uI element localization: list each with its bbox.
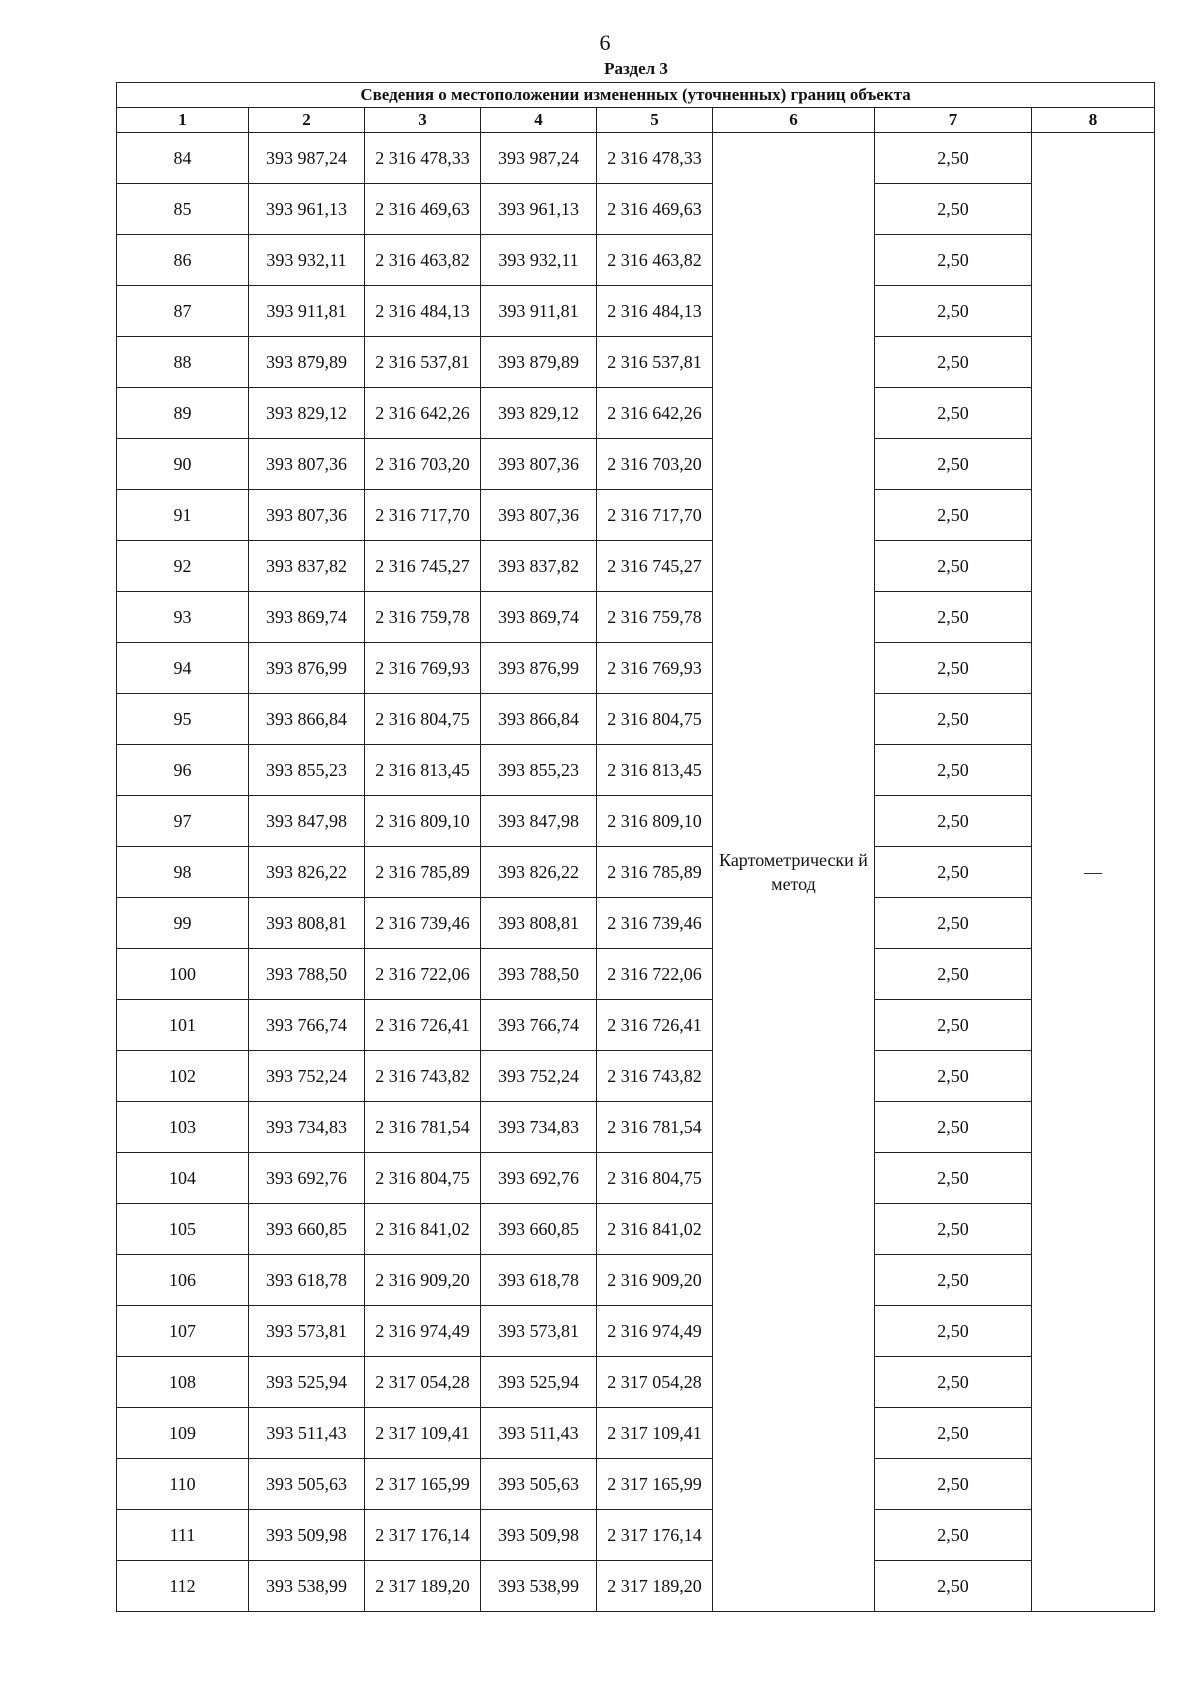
accuracy-value: 2,50	[875, 643, 1032, 694]
accuracy-value: 2,50	[875, 1357, 1032, 1408]
existing-y: 2 316 726,41	[365, 1000, 481, 1051]
point-number: 90	[117, 439, 249, 490]
accuracy-value: 2,50	[875, 1153, 1032, 1204]
existing-y: 2 316 974,49	[365, 1306, 481, 1357]
point-number: 88	[117, 337, 249, 388]
refined-y: 2 317 189,20	[597, 1561, 713, 1612]
refined-x: 393 961,13	[481, 184, 597, 235]
existing-x: 393 847,98	[249, 796, 365, 847]
existing-y: 2 317 165,99	[365, 1459, 481, 1510]
existing-x: 393 692,76	[249, 1153, 365, 1204]
existing-x: 393 837,82	[249, 541, 365, 592]
point-number: 93	[117, 592, 249, 643]
refined-x: 393 932,11	[481, 235, 597, 286]
table-row	[117, 184, 1155, 235]
refined-y: 2 316 785,89	[597, 847, 713, 898]
existing-y: 2 316 469,63	[365, 184, 481, 235]
refined-x: 393 879,89	[481, 337, 597, 388]
table-row	[117, 1510, 1155, 1561]
refined-x: 393 911,81	[481, 286, 597, 337]
table-row	[117, 439, 1155, 490]
table-row	[117, 1000, 1155, 1051]
existing-x: 393 505,63	[249, 1459, 365, 1510]
accuracy-value: 2,50	[875, 388, 1032, 439]
existing-y: 2 316 781,54	[365, 1102, 481, 1153]
refined-y: 2 316 722,06	[597, 949, 713, 1000]
existing-x: 393 855,23	[249, 745, 365, 796]
refined-x: 393 692,76	[481, 1153, 597, 1204]
table-row	[117, 643, 1155, 694]
boundary-coordinates-table	[116, 82, 1155, 1612]
refined-x: 393 538,99	[481, 1561, 597, 1612]
existing-x: 393 660,85	[249, 1204, 365, 1255]
existing-x: 393 932,11	[249, 235, 365, 286]
existing-y: 2 316 759,78	[365, 592, 481, 643]
refined-y: 2 316 478,33	[597, 133, 713, 184]
existing-x: 393 808,81	[249, 898, 365, 949]
table-row	[117, 286, 1155, 337]
point-number: 111	[117, 1510, 249, 1561]
table-row	[117, 337, 1155, 388]
existing-x: 393 911,81	[249, 286, 365, 337]
refined-y: 2 317 176,14	[597, 1510, 713, 1561]
table-row	[117, 694, 1155, 745]
refined-x: 393 826,22	[481, 847, 597, 898]
refined-x: 393 807,36	[481, 490, 597, 541]
existing-x: 393 573,81	[249, 1306, 365, 1357]
table-row	[117, 1306, 1155, 1357]
table-row	[117, 898, 1155, 949]
column-number-row	[117, 108, 1155, 133]
existing-x: 393 807,36	[249, 490, 365, 541]
accuracy-value: 2,50	[875, 1408, 1032, 1459]
refined-y: 2 316 726,41	[597, 1000, 713, 1051]
refined-y: 2 316 781,54	[597, 1102, 713, 1153]
refined-y: 2 316 804,75	[597, 694, 713, 745]
refined-y: 2 316 769,93	[597, 643, 713, 694]
table-row	[117, 1408, 1155, 1459]
accuracy-value: 2,50	[875, 1204, 1032, 1255]
refined-y: 2 316 745,27	[597, 541, 713, 592]
existing-y: 2 316 703,20	[365, 439, 481, 490]
refined-y: 2 316 909,20	[597, 1255, 713, 1306]
refined-y: 2 317 165,99	[597, 1459, 713, 1510]
point-number: 87	[117, 286, 249, 337]
table-row	[117, 490, 1155, 541]
refined-y: 2 316 809,10	[597, 796, 713, 847]
point-number: 92	[117, 541, 249, 592]
table-row	[117, 1357, 1155, 1408]
existing-x: 393 511,43	[249, 1408, 365, 1459]
table-row	[117, 1561, 1155, 1612]
refined-x: 393 829,12	[481, 388, 597, 439]
refined-y: 2 316 463,82	[597, 235, 713, 286]
refined-x: 393 847,98	[481, 796, 597, 847]
refined-x: 393 987,24	[481, 133, 597, 184]
refined-y: 2 316 974,49	[597, 1306, 713, 1357]
existing-x: 393 509,98	[249, 1510, 365, 1561]
point-number: 109	[117, 1408, 249, 1459]
refined-y: 2 316 537,81	[597, 337, 713, 388]
accuracy-value: 2,50	[875, 1306, 1032, 1357]
point-number: 101	[117, 1000, 249, 1051]
refined-y: 2 316 739,46	[597, 898, 713, 949]
accuracy-value: 2,50	[875, 541, 1032, 592]
point-number: 103	[117, 1102, 249, 1153]
existing-y: 2 316 478,33	[365, 133, 481, 184]
point-number: 112	[117, 1561, 249, 1612]
existing-y: 2 316 809,10	[365, 796, 481, 847]
existing-y: 2 316 745,27	[365, 541, 481, 592]
accuracy-value: 2,50	[875, 1510, 1032, 1561]
refined-x: 393 660,85	[481, 1204, 597, 1255]
table-row	[117, 1153, 1155, 1204]
refined-y: 2 317 109,41	[597, 1408, 713, 1459]
refined-y: 2 316 804,75	[597, 1153, 713, 1204]
point-number: 95	[117, 694, 249, 745]
refined-y: 2 316 759,78	[597, 592, 713, 643]
table-row	[117, 235, 1155, 286]
refined-y: 2 316 469,63	[597, 184, 713, 235]
accuracy-value: 2,50	[875, 745, 1032, 796]
existing-y: 2 316 739,46	[365, 898, 481, 949]
table-row	[117, 592, 1155, 643]
accuracy-value: 2,50	[875, 490, 1032, 541]
table-row	[117, 133, 1155, 184]
accuracy-value: 2,50	[875, 796, 1032, 847]
existing-y: 2 316 537,81	[365, 337, 481, 388]
existing-y: 2 316 722,06	[365, 949, 481, 1000]
point-number: 104	[117, 1153, 249, 1204]
existing-x: 393 807,36	[249, 439, 365, 490]
accuracy-value: 2,50	[875, 694, 1032, 745]
refined-x: 393 766,74	[481, 1000, 597, 1051]
existing-y: 2 316 769,93	[365, 643, 481, 694]
refined-x: 393 876,99	[481, 643, 597, 694]
existing-x: 393 961,13	[249, 184, 365, 235]
refined-y: 2 316 484,13	[597, 286, 713, 337]
table-row	[117, 1255, 1155, 1306]
existing-y: 2 316 841,02	[365, 1204, 481, 1255]
point-number: 108	[117, 1357, 249, 1408]
column-number: 3	[365, 108, 481, 133]
point-number: 106	[117, 1255, 249, 1306]
existing-y: 2 317 176,14	[365, 1510, 481, 1561]
refined-y: 2 316 743,82	[597, 1051, 713, 1102]
refined-y: 2 316 717,70	[597, 490, 713, 541]
existing-x: 393 618,78	[249, 1255, 365, 1306]
existing-y: 2 317 054,28	[365, 1357, 481, 1408]
existing-x: 393 829,12	[249, 388, 365, 439]
existing-x: 393 879,89	[249, 337, 365, 388]
existing-y: 2 316 484,13	[365, 286, 481, 337]
refined-x: 393 808,81	[481, 898, 597, 949]
column-number: 8	[1032, 108, 1155, 133]
column-number: 1	[117, 108, 249, 133]
point-number: 110	[117, 1459, 249, 1510]
table-row	[117, 1051, 1155, 1102]
column-number: 4	[481, 108, 597, 133]
existing-y: 2 317 109,41	[365, 1408, 481, 1459]
existing-y: 2 317 189,20	[365, 1561, 481, 1612]
table-row	[117, 1102, 1155, 1153]
column-number: 5	[597, 108, 713, 133]
accuracy-value: 2,50	[875, 1255, 1032, 1306]
point-number: 99	[117, 898, 249, 949]
table-row	[117, 541, 1155, 592]
refined-x: 393 807,36	[481, 439, 597, 490]
refined-x: 393 866,84	[481, 694, 597, 745]
table-body	[117, 133, 1155, 1612]
table-row	[117, 388, 1155, 439]
table-row	[117, 949, 1155, 1000]
existing-y: 2 316 743,82	[365, 1051, 481, 1102]
existing-x: 393 525,94	[249, 1357, 365, 1408]
accuracy-value: 2,50	[875, 1561, 1032, 1612]
point-number: 84	[117, 133, 249, 184]
accuracy-value: 2,50	[875, 898, 1032, 949]
note-cell: —	[1032, 133, 1155, 1612]
point-number: 94	[117, 643, 249, 694]
accuracy-value: 2,50	[875, 1051, 1032, 1102]
accuracy-value: 2,50	[875, 235, 1032, 286]
point-number: 91	[117, 490, 249, 541]
existing-y: 2 316 785,89	[365, 847, 481, 898]
accuracy-value: 2,50	[875, 439, 1032, 490]
table-row	[117, 796, 1155, 847]
refined-x: 393 618,78	[481, 1255, 597, 1306]
table-row	[117, 1204, 1155, 1255]
refined-x: 393 511,43	[481, 1408, 597, 1459]
accuracy-value: 2,50	[875, 286, 1032, 337]
existing-x: 393 876,99	[249, 643, 365, 694]
existing-x: 393 752,24	[249, 1051, 365, 1102]
refined-x: 393 509,98	[481, 1510, 597, 1561]
refined-x: 393 752,24	[481, 1051, 597, 1102]
refined-x: 393 869,74	[481, 592, 597, 643]
point-number: 105	[117, 1204, 249, 1255]
method-cell: Картометрически й метод	[713, 133, 875, 1612]
table-row	[117, 1459, 1155, 1510]
existing-y: 2 316 813,45	[365, 745, 481, 796]
refined-x: 393 837,82	[481, 541, 597, 592]
existing-x: 393 987,24	[249, 133, 365, 184]
refined-y: 2 316 642,26	[597, 388, 713, 439]
column-number: 7	[875, 108, 1032, 133]
refined-x: 393 573,81	[481, 1306, 597, 1357]
section-label: Раздел 3	[604, 59, 668, 78]
table-row	[117, 847, 1155, 898]
accuracy-value: 2,50	[875, 1459, 1032, 1510]
point-number: 85	[117, 184, 249, 235]
existing-x: 393 788,50	[249, 949, 365, 1000]
existing-x: 393 826,22	[249, 847, 365, 898]
refined-x: 393 788,50	[481, 949, 597, 1000]
refined-x: 393 505,63	[481, 1459, 597, 1510]
refined-x: 393 855,23	[481, 745, 597, 796]
point-number: 97	[117, 796, 249, 847]
table-title: Сведения о местоположении измененных (уточненных) границ объекта	[117, 83, 1155, 108]
refined-y: 2 316 813,45	[597, 745, 713, 796]
point-number: 96	[117, 745, 249, 796]
accuracy-value: 2,50	[875, 847, 1032, 898]
existing-y: 2 316 804,75	[365, 694, 481, 745]
existing-x: 393 766,74	[249, 1000, 365, 1051]
refined-y: 2 317 054,28	[597, 1357, 713, 1408]
existing-x: 393 869,74	[249, 592, 365, 643]
existing-x: 393 734,83	[249, 1102, 365, 1153]
existing-y: 2 316 804,75	[365, 1153, 481, 1204]
point-number: 102	[117, 1051, 249, 1102]
accuracy-value: 2,50	[875, 184, 1032, 235]
existing-y: 2 316 717,70	[365, 490, 481, 541]
point-number: 86	[117, 235, 249, 286]
refined-x: 393 525,94	[481, 1357, 597, 1408]
point-number: 100	[117, 949, 249, 1000]
existing-x: 393 866,84	[249, 694, 365, 745]
existing-y: 2 316 909,20	[365, 1255, 481, 1306]
existing-y: 2 316 463,82	[365, 235, 481, 286]
accuracy-value: 2,50	[875, 592, 1032, 643]
refined-y: 2 316 841,02	[597, 1204, 713, 1255]
accuracy-value: 2,50	[875, 133, 1032, 184]
point-number: 98	[117, 847, 249, 898]
point-number: 89	[117, 388, 249, 439]
accuracy-value: 2,50	[875, 1000, 1032, 1051]
refined-x: 393 734,83	[481, 1102, 597, 1153]
table-row	[117, 745, 1155, 796]
existing-x: 393 538,99	[249, 1561, 365, 1612]
existing-y: 2 316 642,26	[365, 388, 481, 439]
accuracy-value: 2,50	[875, 337, 1032, 388]
accuracy-value: 2,50	[875, 1102, 1032, 1153]
column-number: 6	[713, 108, 875, 133]
column-number: 2	[249, 108, 365, 133]
point-number: 107	[117, 1306, 249, 1357]
accuracy-value: 2,50	[875, 949, 1032, 1000]
refined-y: 2 316 703,20	[597, 439, 713, 490]
page-number: 6	[599, 30, 611, 55]
